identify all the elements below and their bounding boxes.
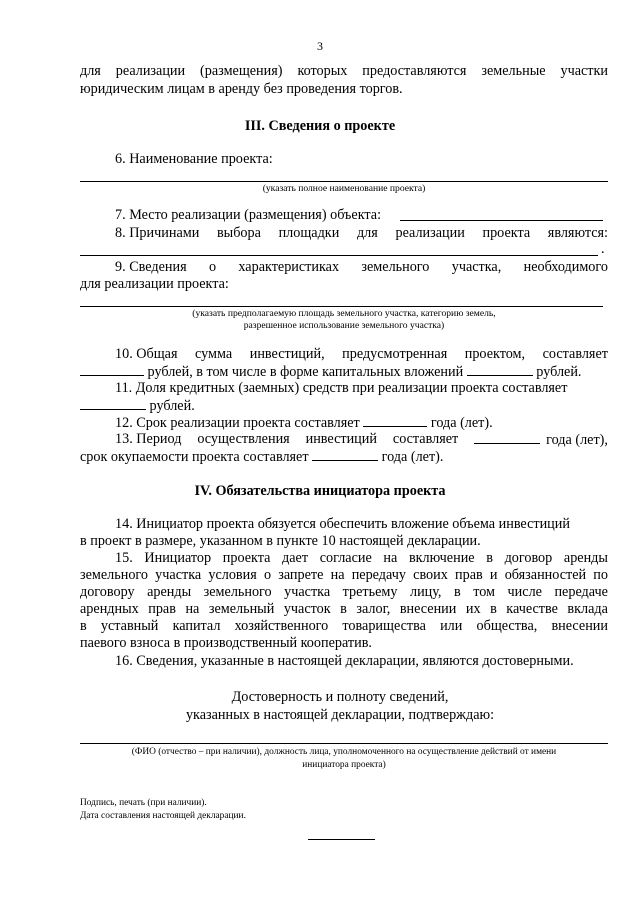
item-8-blank-line[interactable] <box>80 255 598 256</box>
p15-word: и <box>489 567 498 583</box>
p15-word: арендных <box>80 601 139 617</box>
intro-line-1 <box>80 63 608 80</box>
signature-caption-2: инициатора проекта) <box>302 760 386 770</box>
p15-word: земельного <box>203 584 272 600</box>
p15-line <box>80 618 608 635</box>
p15-word: в <box>340 601 347 617</box>
p15-word: включение <box>408 550 475 566</box>
item-9-word: о <box>208 259 217 275</box>
item-13-line-1 <box>115 431 608 449</box>
item-9-word: характеристиках <box>238 259 340 275</box>
p15-word: числе <box>507 584 542 600</box>
signature-caption-1: (ФИО (отчество – при наличии), должность лица, уполномоченного на осуществление действий от имени <box>131 747 557 757</box>
p15-word: вклада <box>567 601 608 617</box>
item-8-word: для <box>356 225 378 241</box>
p15-word: проекта <box>222 550 271 566</box>
item-6-blank-line[interactable] <box>80 181 608 182</box>
p15-word: третьему <box>342 584 398 600</box>
p15-line <box>115 550 608 567</box>
item-9-blank-line[interactable] <box>80 306 603 307</box>
item-13-word: инвестиций <box>305 431 377 447</box>
p15-word: в <box>486 550 493 566</box>
item-6-label: 6. Наименование проекта: <box>115 151 273 167</box>
p15-line <box>80 567 608 584</box>
item-9-caption-2: разрешенное использование земельного участка) <box>243 320 445 331</box>
p15-word: прав <box>148 601 176 617</box>
p15-word: земельного <box>80 567 148 583</box>
p15-word: качестве <box>506 601 558 617</box>
item-6-caption: (указать полное наименование проекта) <box>262 183 426 194</box>
p15-word: в <box>453 584 461 600</box>
p15-word: участок <box>283 601 331 617</box>
item-11-line-2-wrap <box>80 397 195 415</box>
intro-line-1-word: для <box>80 63 101 79</box>
section-3-heading: III. Сведения о проекте <box>244 118 396 134</box>
signature-blank-line[interactable] <box>80 743 608 744</box>
item-13-line-2 <box>80 448 443 466</box>
p15-word: залог, <box>356 601 391 617</box>
item-8-word: проекта <box>482 225 531 241</box>
p15-word: передачу <box>351 567 406 583</box>
intro-line-1-word: земельные <box>481 63 546 79</box>
p15-line <box>80 584 608 601</box>
item-10-line-2a: рублей, в том числе в форме капитальных вложений <box>147 364 464 380</box>
p15-word: на <box>330 567 345 583</box>
p15-word: Инициатор <box>144 550 212 566</box>
p15-word: том <box>473 584 496 600</box>
item-10-line-2b: рублей. <box>536 364 582 380</box>
item-13-period-group <box>474 431 608 449</box>
item-8-word: выбора <box>216 225 261 241</box>
item-13-period-unit: года (лет), <box>546 432 608 448</box>
p14-line-1: 14. Инициатор проекта обязуется обеспечить вложение объема инвестиций <box>115 516 570 532</box>
intro-line-1-word: предоставляются <box>362 63 467 79</box>
p15-line <box>80 601 608 618</box>
p15-word: по <box>593 567 608 583</box>
item-8-end-period: . <box>601 241 605 257</box>
p15-last-line: паевого взноса в производственный кооператив. <box>80 635 372 651</box>
p15-word: уставный <box>100 618 159 634</box>
item-10-line-1 <box>115 346 608 363</box>
item-7-blank-line[interactable] <box>400 220 603 221</box>
p15-word: или <box>440 618 463 634</box>
p15-word: лицу, <box>409 584 442 600</box>
item-8-line-1 <box>115 225 608 242</box>
p15-word: товарищества <box>342 618 426 634</box>
p15-word: своих <box>413 567 448 583</box>
item-13-word: составляет <box>392 431 459 447</box>
item-8-word: реализации <box>395 225 465 241</box>
confirm-line-2: указанных в настоящей декларации, подтверждаю: <box>185 707 495 723</box>
p15-word: аренды <box>563 550 608 566</box>
p15-word: внесении <box>551 618 608 634</box>
intro-line-1-word: реализации <box>115 63 186 79</box>
p15-word: 15. <box>115 550 133 566</box>
item-11-amount-blank[interactable] <box>80 397 146 410</box>
date-label: Дата составления настоящей декларации. <box>80 811 246 821</box>
p15-word: согласие <box>319 550 372 566</box>
item-8-word: площадки <box>278 225 340 241</box>
intro-line-1-word: участки <box>560 63 608 79</box>
intro-line-1-word: которых <box>297 63 348 79</box>
item-13-payback-unit: года (лет). <box>381 449 444 465</box>
signature-label: Подпись, печать (при наличии). <box>80 798 207 808</box>
p15-word: в <box>80 618 87 634</box>
p15-word: в <box>490 601 497 617</box>
item-12-label: 12. Срок реализации проекта составляет <box>115 415 360 431</box>
item-10-word: проектом, <box>464 346 526 362</box>
item-9-caption-1: (указать предполагаемую площадь земельного участка, категорию земель, <box>192 308 496 319</box>
p15-word: капитал <box>172 618 221 634</box>
item-9-word: земельного <box>361 259 430 275</box>
item-8-word: являются: <box>547 225 608 241</box>
item-12-unit: года (лет). <box>430 415 493 431</box>
item-8-word: 8. Причинами <box>115 225 200 241</box>
item-10-word: составляет <box>542 346 608 362</box>
p15-word: внесении <box>399 601 457 617</box>
p15-word: условия <box>208 567 257 583</box>
item-12-line <box>115 414 493 432</box>
p15-word: прав <box>455 567 483 583</box>
item-10-amount-blank[interactable] <box>80 363 144 376</box>
intro-line-1-word: (размещения) <box>200 63 283 79</box>
item-11-line-1: 11. Доля кредитных (заемных) средств при реализации проекта составляет <box>115 380 568 396</box>
item-10-line-2 <box>80 363 581 381</box>
item-10-word: сумма <box>195 346 233 362</box>
item-13-payback-blank[interactable] <box>312 448 378 461</box>
intro-line-2: юридическим лицам в аренду без проведения торгов. <box>80 81 403 97</box>
item-9-word: 9. Сведения <box>115 259 187 275</box>
item-9-line-2: для реализации проекта: <box>80 276 229 292</box>
item-10-word: 10. Общая <box>115 346 178 362</box>
p15-word: на <box>185 601 200 617</box>
item-11-line-2: рублей. <box>149 398 195 414</box>
item-9-line-1 <box>115 259 608 276</box>
p15-word: участка <box>284 584 331 600</box>
p15-word: договору <box>80 584 135 600</box>
p15-word: дает <box>282 550 309 566</box>
item-13-word: 13. Период <box>115 431 182 447</box>
p15-word: участка <box>155 567 202 583</box>
item-13-payback-label: срок окупаемости проекта составляет <box>80 449 309 465</box>
item-9-word: участка, <box>451 259 502 275</box>
item-9-word: необходимого <box>523 259 608 275</box>
p15-word: общества, <box>476 618 538 634</box>
p15-word: договор <box>504 550 553 566</box>
p15-word: на <box>383 550 398 566</box>
item-13-period-blank[interactable] <box>474 431 540 444</box>
p15-word: хозяйственного <box>234 618 329 634</box>
p15-word: о <box>263 567 272 583</box>
footer-divider <box>308 839 375 840</box>
p14-line-2: в проект в размере, указанном в пункте 10 настоящей декларации. <box>80 533 481 549</box>
page-number: 3 <box>317 39 323 53</box>
item-10-capital-blank[interactable] <box>467 363 533 376</box>
p15-word: запрете <box>278 567 324 583</box>
p15-word: обязанностей <box>504 567 587 583</box>
p15-word: передаче <box>554 584 608 600</box>
p16-line: 16. Сведения, указанные в настоящей декларации, являются достоверными. <box>115 653 574 669</box>
item-7-label: 7. Место реализации (размещения) объекта: <box>115 207 382 223</box>
confirm-line-1: Достоверность и полноту сведений, <box>231 689 449 705</box>
p15-word: их <box>465 601 481 617</box>
item-10-word: инвестиций, <box>249 346 325 362</box>
section-4-heading: IV. Обязательства инициатора проекта <box>194 483 446 499</box>
item-12-term-blank[interactable] <box>363 414 427 427</box>
item-13-word: осуществления <box>197 431 290 447</box>
item-10-word: предусмотренная <box>342 346 448 362</box>
p15-word: земельный <box>208 601 275 617</box>
p15-word: аренды <box>147 584 192 600</box>
